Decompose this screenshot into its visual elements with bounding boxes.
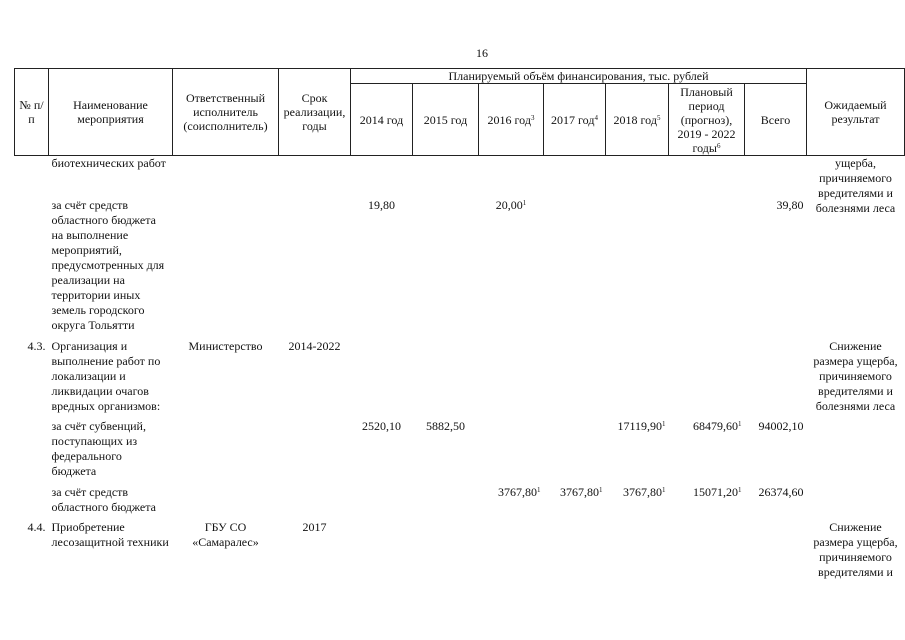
header-2016-footnote: 3: [530, 113, 535, 122]
row-result: ущерба, причиняемого вредителями и болезнями леса: [815, 156, 896, 215]
row-no: 4.4.: [27, 519, 46, 534]
row-executor: ГБУ СО «Самаралес»: [192, 519, 259, 549]
row-executor: [173, 485, 279, 520]
header-funding-group: Планируемый объём финансирования, тыс. рублей: [351, 69, 807, 84]
cell-plan: [669, 339, 745, 419]
cell-2016-footnote: 1: [537, 485, 541, 494]
cell-2014: [351, 520, 413, 600]
cell-2016-value: 20,00: [495, 197, 523, 212]
row-executor: Министерство: [188, 338, 263, 353]
row-term: [279, 485, 351, 520]
cell-2015: 5882,50: [426, 418, 465, 433]
cell-2016-value: 3767,80: [498, 484, 537, 499]
row-term: [279, 198, 351, 339]
cell-2018-value: 3767,80: [623, 484, 662, 499]
table-row: [15, 156, 905, 198]
table-row: [15, 520, 905, 600]
row-name: за счёт субвенций, поступающих из федерального бюджета: [51, 418, 146, 478]
row-term: 2014-2022: [288, 338, 341, 353]
cell-2014: [351, 156, 413, 198]
cell-2018: [606, 520, 669, 600]
cell-total: [745, 520, 807, 600]
row-executor: [173, 198, 279, 339]
header-2017-label: 2017 год: [551, 112, 595, 127]
table-row: [15, 339, 905, 419]
cell-2018-value: 17119,90: [617, 418, 662, 433]
cell-2018: [606, 419, 669, 485]
cell-2014: [351, 485, 413, 520]
cell-2018-footnote: 1: [662, 485, 666, 494]
cell-2018: [606, 339, 669, 419]
cell-total: [745, 156, 807, 198]
cell-2016: [479, 156, 544, 198]
page-number: 16: [476, 46, 488, 60]
cell-plan: [669, 198, 745, 339]
header-2017: [544, 84, 606, 156]
cell-2017: [544, 156, 606, 198]
cell-2017-footnote: 1: [599, 485, 603, 494]
cell-2016-footnote: 1: [522, 198, 527, 207]
header-2018-footnote: 5: [656, 113, 661, 122]
header-executor: Ответственный исполнитель (соисполнитель): [173, 69, 279, 156]
table-row: [15, 198, 905, 339]
header-2017-footnote: 4: [594, 113, 598, 122]
header-2015: 2015 год: [413, 84, 479, 156]
header-2018: [606, 84, 669, 156]
cell-2015: [413, 485, 479, 520]
cell-plan-value: 15071,20: [693, 484, 738, 499]
cell-total: 39,80: [776, 197, 804, 212]
row-term: [279, 419, 351, 485]
cell-plan: [669, 419, 745, 485]
row-term: 2017: [302, 519, 327, 534]
cell-plan-footnote: 1: [738, 419, 742, 428]
cell-plan-value: 68479,60: [693, 418, 738, 433]
header-result: Ожидаемый результат: [807, 69, 905, 156]
header-2016: [479, 84, 544, 156]
table-row: [15, 485, 905, 520]
cell-2017-value: 3767,80: [560, 484, 599, 499]
header-2014: 2014 год: [351, 84, 413, 156]
cell-2015: [413, 520, 479, 600]
cell-2014: [351, 339, 413, 419]
cell-plan: [669, 485, 745, 520]
row-no: 4.3.: [27, 338, 46, 353]
cell-plan-footnote: 1: [738, 485, 742, 494]
cell-2015: [413, 198, 479, 339]
cell-2016: [479, 339, 544, 419]
cell-2014: 2520,10: [362, 418, 401, 433]
cell-2015: [413, 156, 479, 198]
cell-2018-footnote: 1: [662, 419, 666, 428]
row-result: Снижение размера ущерба, причиняемого вредителями и болезнями леса: [813, 338, 898, 413]
table-row: [15, 419, 905, 485]
cell-total: 26374,60: [758, 484, 804, 499]
cell-total: [745, 339, 807, 419]
header-plan-footnote: 6: [716, 141, 721, 150]
header-plan-period: [669, 84, 745, 156]
row-executor: [173, 156, 279, 198]
funding-table: [14, 68, 905, 600]
cell-2017: [544, 485, 606, 520]
cell-2015: [413, 339, 479, 419]
cell-2018: [606, 156, 669, 198]
row-name: за счёт средств областного бюджета на выполнение мероприятий, предусмотренных для реализации на территории иных земель городского округа Тольятти: [51, 197, 165, 332]
header-2018-label: 2018 год: [613, 112, 657, 127]
row-name: Организация и выполнение работ по локализации и ликвидации очагов вредных организмов:: [51, 338, 161, 413]
row-term: [279, 156, 351, 198]
cell-2016: [479, 520, 544, 600]
header-2016-label: 2016 год: [487, 112, 531, 127]
cell-2014: 19,80: [368, 197, 395, 212]
row-name: Приобретение лесозащитной техники: [51, 519, 169, 549]
cell-2017: [544, 419, 606, 485]
cell-2017: [544, 198, 606, 339]
header-plan-label: Плановый период (прогноз), 2019 - 2022 годы: [677, 84, 736, 155]
cell-2017: [544, 339, 606, 419]
row-name: за счёт средств областного бюджета: [51, 484, 156, 514]
cell-2016: [479, 485, 544, 520]
header-total: Всего: [745, 84, 807, 156]
cell-2016: [479, 419, 544, 485]
row-no: [15, 198, 49, 339]
cell-2018: [606, 198, 669, 339]
cell-total: 94002,10: [758, 418, 804, 433]
header-no: № п/п: [15, 69, 49, 156]
header-term: Срок реализации, годы: [279, 69, 351, 156]
row-no: [15, 156, 49, 198]
row-executor: [173, 419, 279, 485]
row-name: биотехнических работ: [51, 156, 166, 170]
header-name: Наименование мероприятия: [49, 69, 173, 156]
row-result: Снижение размера ущерба, причиняемого вредителями и: [813, 519, 898, 579]
row-no: [15, 419, 49, 485]
cell-2016: [479, 198, 544, 339]
row-no: [15, 485, 49, 520]
cell-plan: [669, 520, 745, 600]
cell-2018: [606, 485, 669, 520]
cell-2017: [544, 520, 606, 600]
cell-plan: [669, 156, 745, 198]
